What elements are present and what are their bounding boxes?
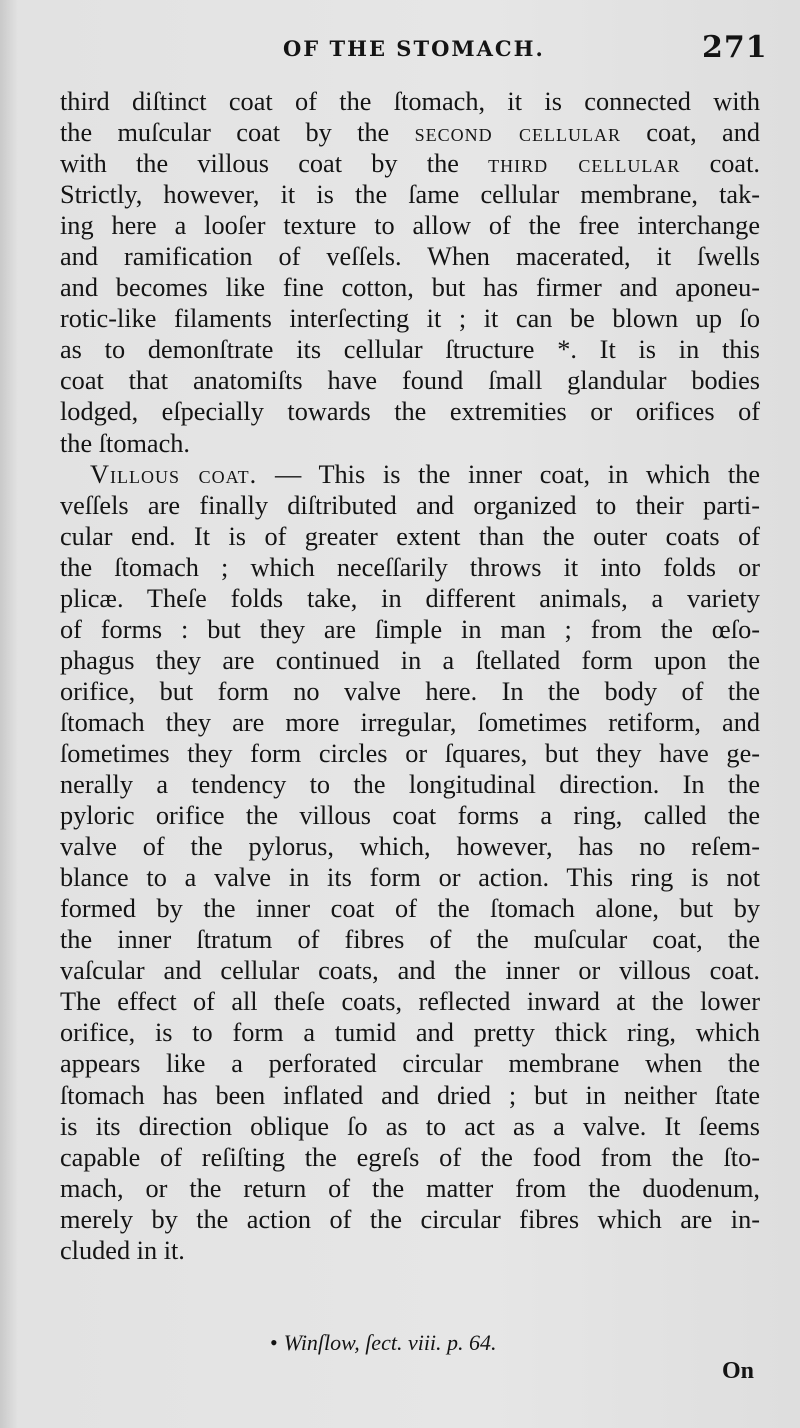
text-line: Strictly, however, it is the ſame cellular membrane, tak- — [60, 180, 760, 210]
page-number: 271 — [702, 30, 768, 65]
text-line: blance to a valve in its form or action. This ring is not — [60, 863, 760, 893]
text-line: as to demonſtrate its cellular ſtructure *. It is in this — [60, 335, 760, 365]
text-line: nerally a tendency to the longitudinal direction. In the — [60, 770, 760, 800]
running-head: OF THE STOMACH. — [283, 36, 545, 61]
text-line: phagus they are continued in a ſtellated form upon the — [60, 645, 760, 675]
paragraph-villous-coat — [60, 459, 760, 1266]
paragraph-cellular-coat — [60, 86, 760, 459]
text-line: merely by the action of the circular fibres which are in- — [60, 1204, 760, 1234]
body-text — [60, 86, 760, 1266]
text-line: and becomes like fine cotton, but has firmer and aponeu- — [60, 273, 760, 303]
text-line: Villous coat. — This is the inner coat, in which the — [90, 459, 760, 489]
text-line: third diſtinct coat of the ſtomach, it is connected with — [60, 87, 760, 116]
text-line: formed by the inner coat of the ſtomach alone, but by — [60, 894, 760, 924]
text-line: valve of the pylorus, which, however, has no reſem- — [60, 832, 760, 862]
text-line: rotic-like filaments interſecting it ; it can be blown up ſo — [60, 304, 760, 334]
text-line: veſſels are finally diſtributed and organized to their parti- — [60, 490, 760, 520]
text-line: appears like a perforated circular membrane when the — [60, 1049, 760, 1079]
text-line: vaſcular and cellular coats, and the inner or villous coat. — [60, 956, 760, 986]
footnote-marker: • — [270, 1330, 278, 1355]
text-line: ing here a looſer texture to allow of the free interchange — [60, 211, 760, 241]
small-caps-term: third cellular — [488, 149, 681, 179]
text-line: with the villous coat by the third cellular coat. — [60, 149, 760, 179]
text-line: The effect of all theſe coats, reflected inward at the lower — [60, 987, 760, 1017]
text-line: ſtomach they are more irregular, ſometimes retiform, and — [60, 707, 760, 737]
text-line: the ſtomach ; which neceſſarily throws it into folds or — [60, 552, 760, 582]
text-line: capable of reſiſting the egreſs of the food from the ſto- — [60, 1142, 760, 1172]
text-line: cluded in it. — [60, 1235, 185, 1265]
text-line: the ſtomach. — [60, 428, 190, 458]
text-line: mach, or the return of the matter from the duodenum, — [60, 1173, 760, 1203]
text-line: cular end. It is of greater extent than the outer coats of — [60, 521, 760, 551]
text-line: the muſcular coat by the second cellular coat, and — [60, 118, 761, 148]
text-line: of forms : but they are ſimple in man ; from the œſo- — [60, 614, 760, 644]
text-line: and ramification of veſſels. When macerated, it ſwells — [60, 242, 760, 272]
text-line: coat that anatomiſts have found ſmall glandular bodies — [60, 366, 760, 396]
text-line: the inner ſtratum of fibres of the muſcular coat, the — [60, 925, 760, 955]
text-line: orifice, is to form a tumid and pretty thick ring, which — [60, 1018, 760, 1048]
text-line: is its direction oblique ſo as to act as a valve. It ſeems — [60, 1111, 760, 1141]
catchword: On — [722, 1358, 755, 1384]
section-heading: Villous coat. — [90, 459, 258, 489]
text-line: pyloric orifice the villous coat forms a ring, called the — [60, 801, 760, 831]
text-line: plicæ. Theſe folds take, in different animals, a variety — [60, 583, 760, 613]
text-line: lodged, eſpecially towards the extremities or orifices of — [60, 397, 760, 427]
footnote-text: Winſlow, ſect. viii. p. 64. — [283, 1330, 497, 1355]
page-header — [0, 28, 800, 68]
text-line: orifice, but form no valve here. In the body of the — [60, 676, 760, 706]
text-line: ſometimes they form circles or ſquares, but they have ge- — [60, 738, 760, 768]
footnote — [270, 1330, 497, 1356]
small-caps-term: second cellular — [414, 118, 621, 148]
text-line: ſtomach has been inflated and dried ; but in neither ſtate — [60, 1080, 760, 1110]
